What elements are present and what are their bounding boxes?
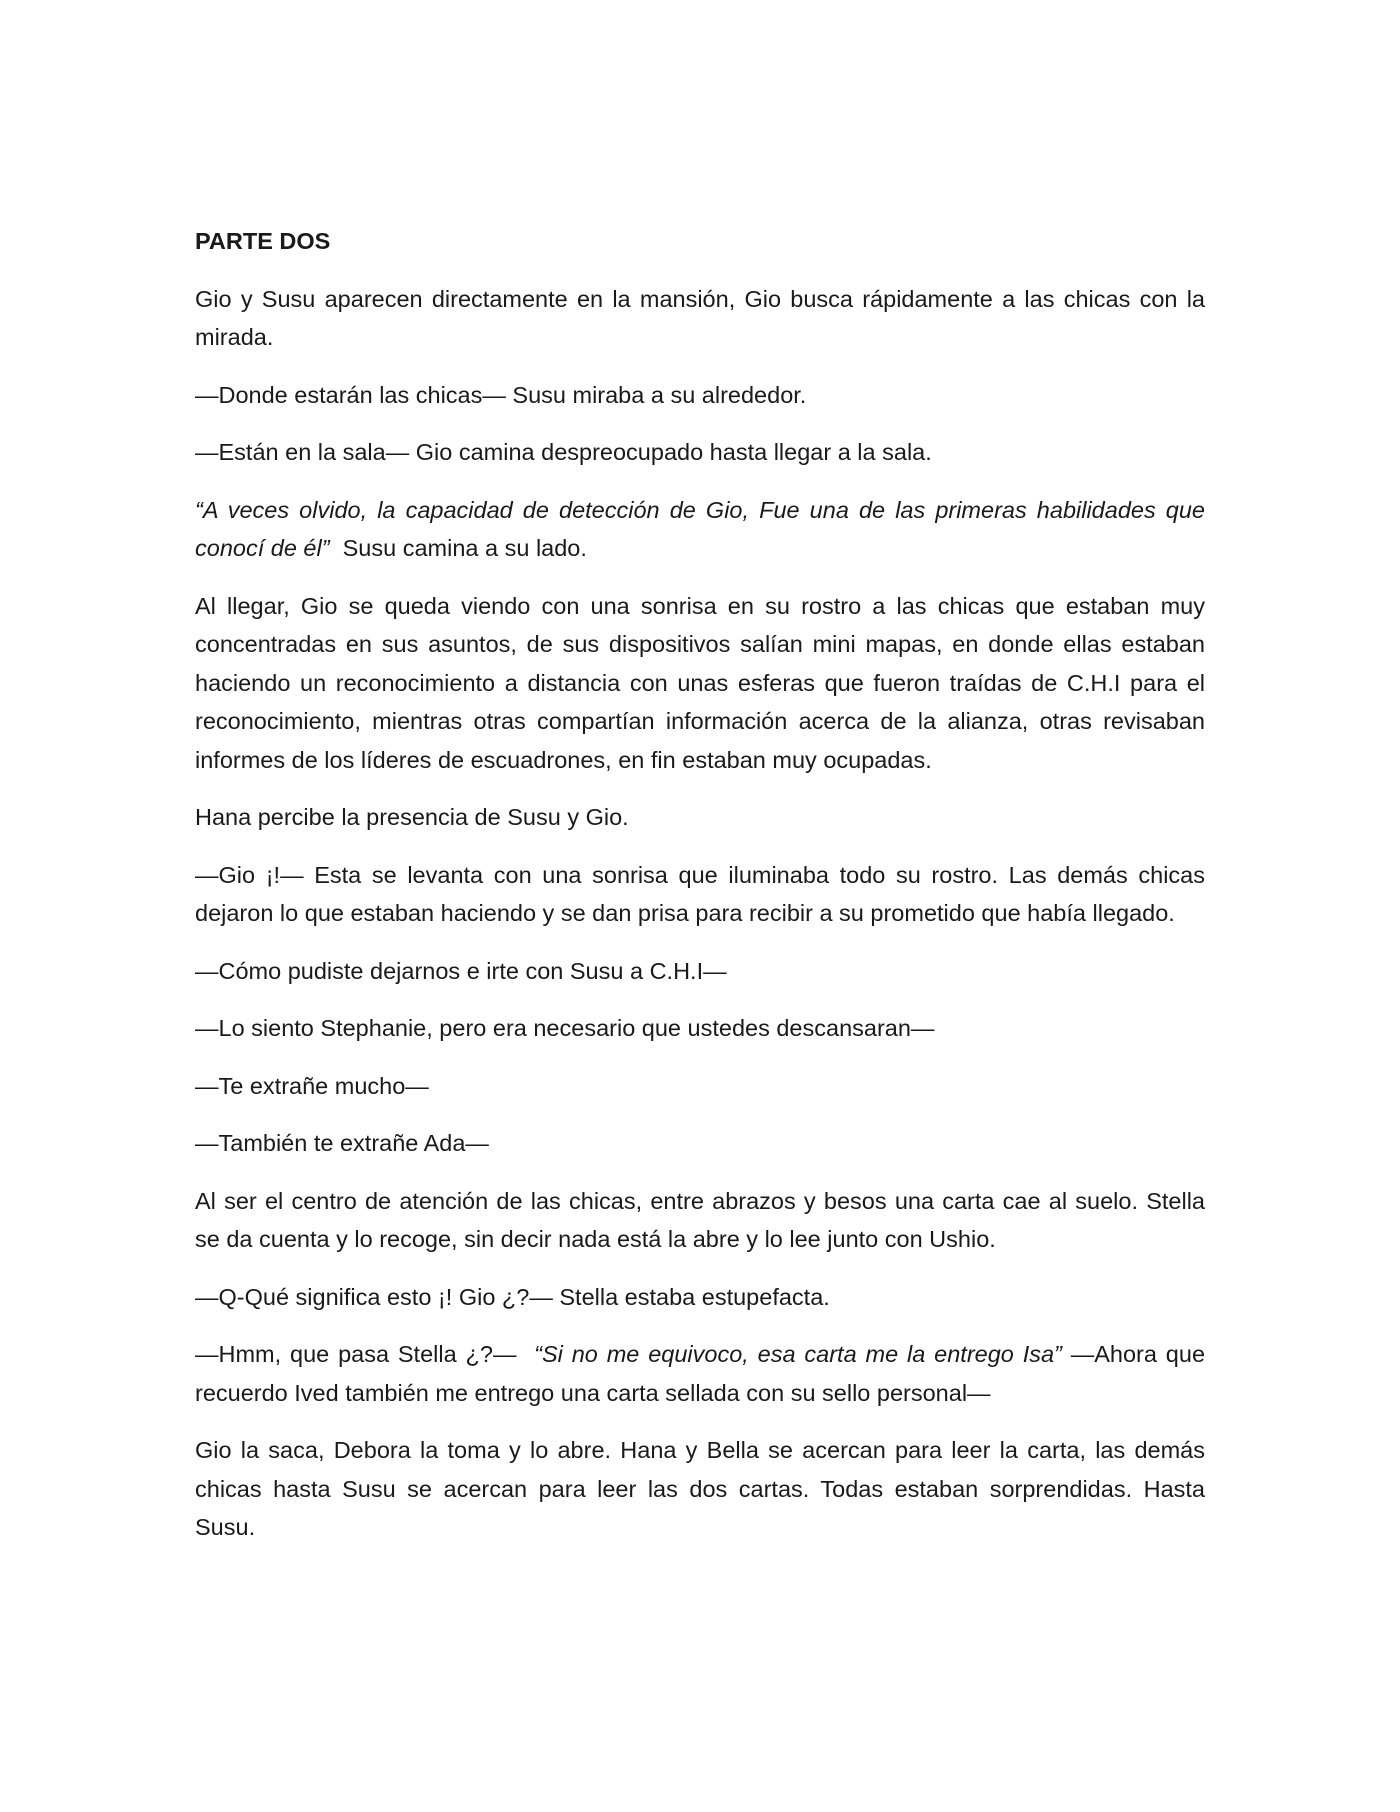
paragraph-9: —Lo siento Stephanie, pero era necesario que ustedes descansaran— (195, 1015, 935, 1041)
paragraph-15: Gio la saca, Debora la toma y lo abre. Hana y Bella se acercan para leer la carta, las demás chicas hasta Susu se acercan para leer las dos cartas. Todas estaban sorprendidas. Hasta Susu. (195, 1437, 1205, 1540)
paragraph-14-thought: “Si no me equivoco, esa carta me la entrego Isa” (534, 1341, 1062, 1367)
paragraph-12: Al ser el centro de atención de las chicas, entre abrazos y besos una carta cae al suelo. Stella se da cuenta y lo recoge, sin decir nada está la abre y lo lee junto con Ushio. (195, 1187, 1205, 1252)
paragraph-7: —Gio ¡!— Esta se levanta con una sonrisa que iluminaba todo su rostro. Las demás chicas dejaron lo que estaban haciendo y se dan prisa para recibir a su prometido que había llegado. (195, 861, 1205, 926)
paragraph-10: —Te extrañe mucho— (195, 1072, 429, 1099)
paragraph-4-thought: “A veces olvido, la capacidad de detección de Gio, Fue una de las primeras habilidades que conocí de él” (195, 496, 1205, 561)
paragraph-14 (195, 1335, 1205, 1412)
paragraph-11: —También te extrañe Ada— (195, 1130, 489, 1156)
paragraph-6: Hana percibe la presencia de Susu y Gio. (195, 804, 629, 830)
paragraph-14-start: —Hmm, que pasa Stella ¿?— (195, 1341, 535, 1367)
paragraph-2: —Donde estarán las chicas— Susu miraba a su alrededor. (195, 381, 807, 408)
section-heading: PARTE DOS (195, 228, 331, 254)
paragraph-5: Al llegar, Gio se queda viendo con una sonrisa en su rostro a las chicas que estaban muy concentradas en sus asuntos, de sus dispositivos salían mini mapas, en donde ellas estaban haciendo un reconocimiento a distancia con unas esferas que fueron traídas de C.H.I para el reconocimiento, mientras otras compartían información acerca de la alianza, otras revisaban informes de los líderes de escuadrones, en fin estaban muy ocupadas. (195, 592, 1205, 773)
paragraph-4 (195, 491, 1205, 568)
paragraph-8: —Cómo pudiste dejarnos e irte con Susu a C.H.I— (195, 957, 727, 984)
paragraph-4-rest: Susu camina a su lado. (329, 535, 587, 561)
paragraph-1: Gio y Susu aparecen directamente en la mansión, Gio busca rápidamente a las chicas con la mirada. (195, 285, 1205, 350)
document-body (195, 222, 1205, 1566)
paragraph-14-end: —Ahora que recuerdo Ived también me entrego una carta sellada con su sello personal— (195, 1341, 1206, 1406)
paragraph-13: —Q-Qué significa esto ¡! Gio ¿?— Stella estaba estupefacta. (195, 1283, 830, 1310)
paragraph-3: —Están en la sala— Gio camina despreocupado hasta llegar a la sala. (195, 439, 932, 465)
